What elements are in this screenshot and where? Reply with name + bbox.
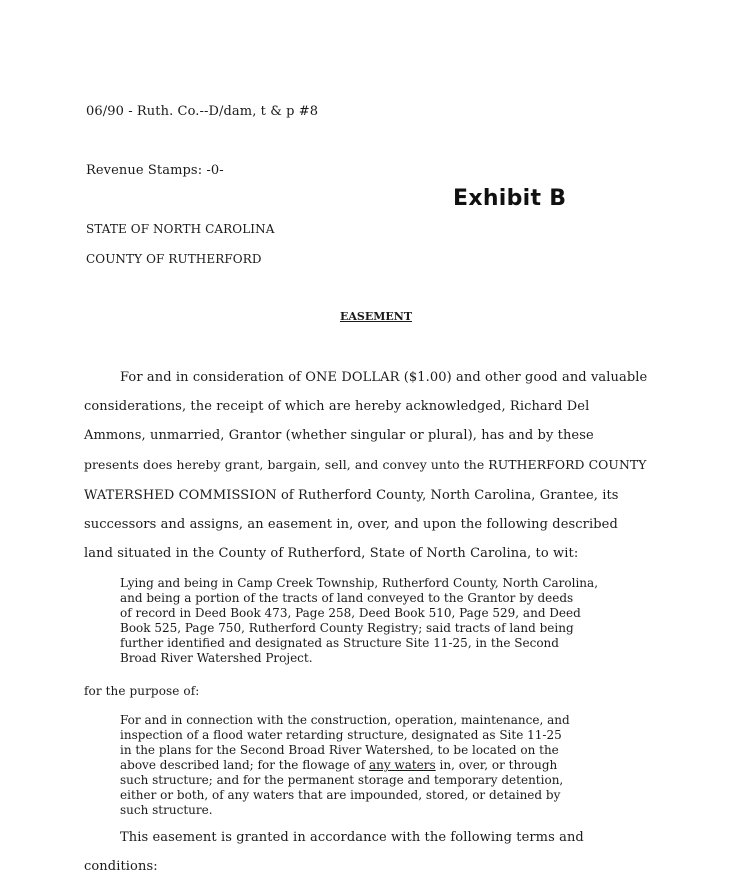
purpose-text: above described land; for the flowage of (120, 758, 369, 772)
description-line: and being a portion of the tracts of land conveyed to the Grantor by deeds (120, 591, 574, 605)
purpose-line: in the plans for the Second Broad River Watershed, to be located on the (120, 743, 559, 757)
exhibit-label: Exhibit B (453, 186, 567, 211)
underlined-phrase: any waters (368, 758, 436, 772)
purpose-line: For and in connection with the construction, operation, maintenance, and (120, 713, 570, 727)
document-title: EASEMENT (340, 310, 413, 323)
land-description (120, 576, 598, 666)
file-reference: 06/90 - Ruth. Co.--D/dam, t & p #8 (86, 104, 319, 119)
paragraph-line: presents does hereby grant, bargain, sell, and convey unto the RUTHERFORD COUNTY (84, 457, 647, 472)
description-line: Broad River Watershed Project. (120, 651, 313, 665)
purpose-line (120, 758, 570, 773)
paragraph-line: WATERSHED COMMISSION of Rutherford County, North Carolina, Grantee, its (84, 488, 619, 503)
purpose-line: such structure; and for the permanent storage and temporary detention, (120, 773, 564, 787)
purpose-text: in, over, or through (435, 758, 558, 772)
description-line: of record in Deed Book 473, Page 258, Deed Book 510, Page 529, and Deed (120, 606, 581, 620)
purpose-description (120, 713, 570, 818)
purpose-intro: for the purpose of: (84, 684, 200, 698)
description-line: further identified and designated as Structure Site 11-25, in the Second (120, 636, 559, 650)
paragraph-line: considerations, the receipt of which are hereby acknowledged, Richard Del (84, 399, 590, 414)
purpose-line: inspection of a flood water retarding structure, designated as Site 11-25 (120, 728, 562, 742)
terms-line: This easement is granted in accordance with the following terms and (120, 830, 584, 845)
paragraph-line: Ammons, unmarried, Grantor (whether singular or plural), has and by these (84, 428, 594, 443)
description-line: Lying and being in Camp Creek Township, Rutherford County, North Carolina, (120, 576, 599, 590)
description-line: Book 525, Page 750, Rutherford County Registry; said tracts of land being (120, 621, 574, 635)
paragraph-line: land situated in the County of Rutherford, State of North Carolina, to wit: (84, 546, 579, 561)
revenue-stamps: Revenue Stamps: -0- (86, 163, 224, 178)
state-line: STATE OF NORTH CAROLINA (86, 222, 275, 236)
paragraph-line: successors and assigns, an easement in, over, and upon the following described (84, 517, 618, 532)
purpose-line: either or both, of any waters that are impounded, stored, or detained by (120, 788, 561, 802)
purpose-line: such structure. (120, 803, 213, 817)
terms-line: conditions: (84, 859, 158, 874)
county-line: COUNTY OF RUTHERFORD (86, 252, 262, 266)
paragraph-line: For and in consideration of ONE DOLLAR ($1.00) and other good and valuable (120, 370, 648, 385)
